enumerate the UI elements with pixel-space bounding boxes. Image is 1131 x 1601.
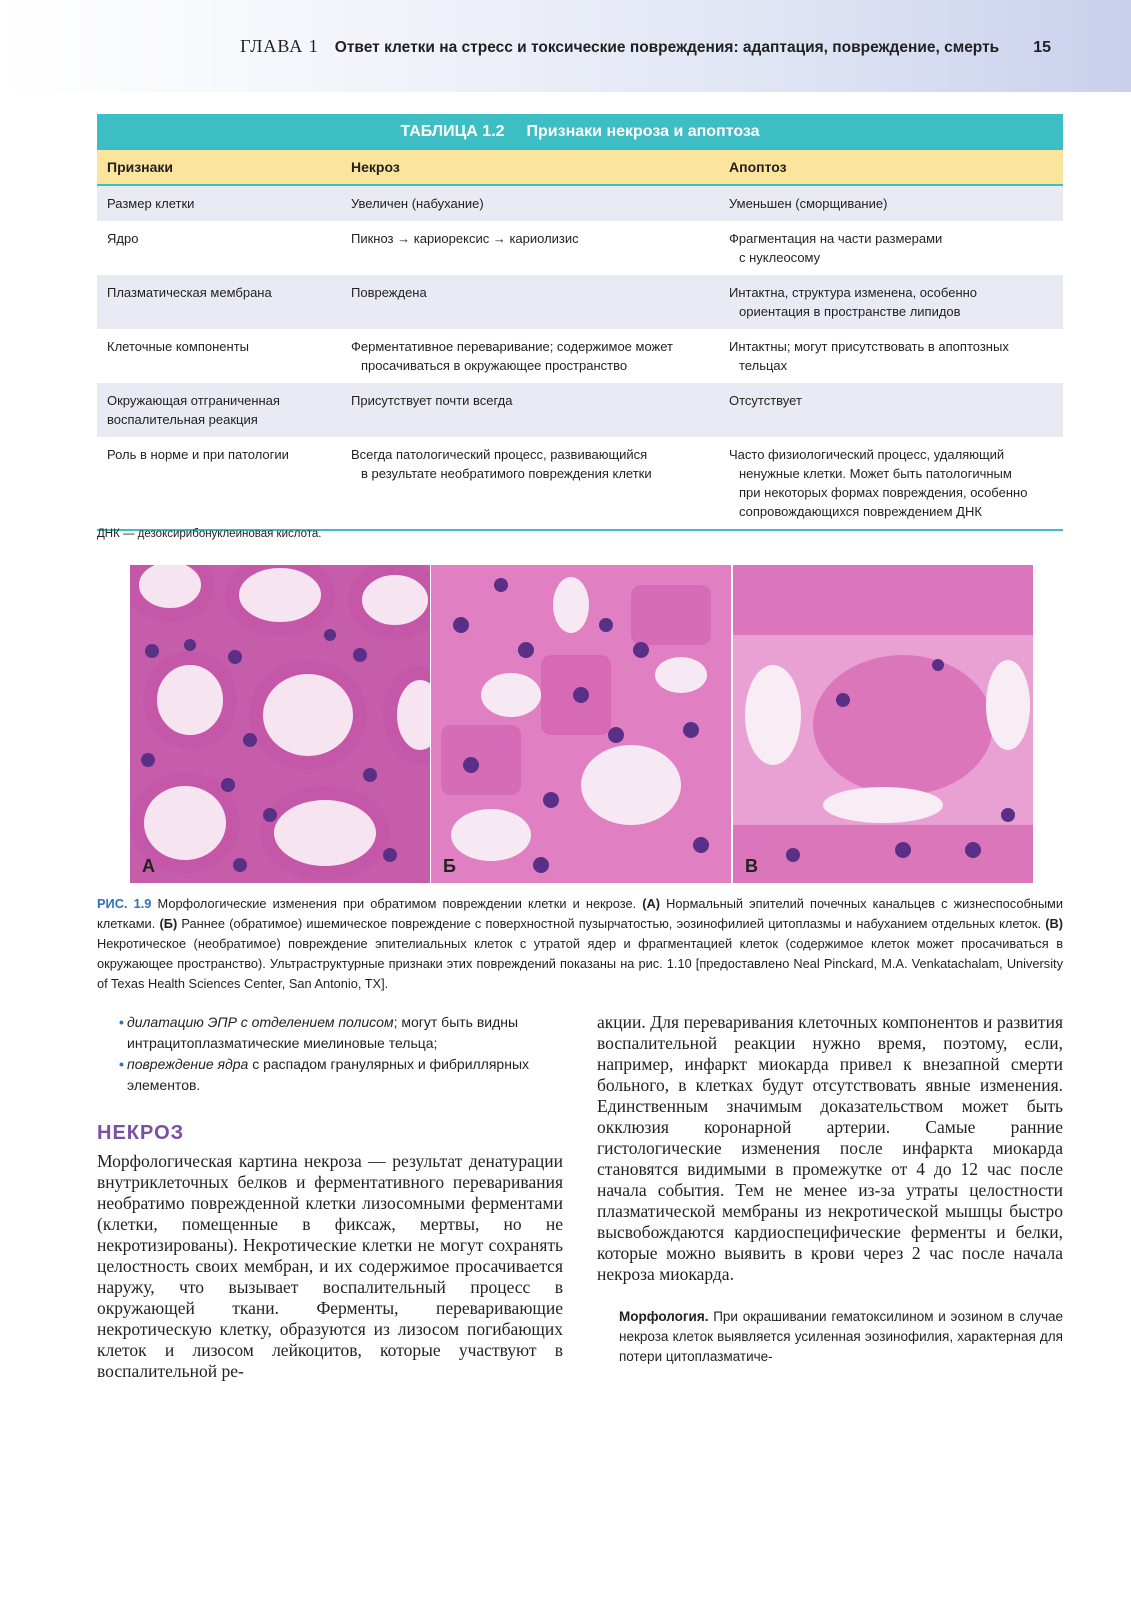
cell-apoptosis-line: Фрагментация на части размерами [729,231,943,246]
cell-feature: Плазматическая мембрана [97,275,341,329]
cell-apoptosis-line: ориентация в пространстве липидов [739,304,961,319]
table-row [97,437,1063,529]
morphology-text: При окрашивании гематоксилином и эозином в случае некроза клеток выявляется усиленная эозинофилия, характерная для потери цитоплазматиче- [619,1309,1063,1364]
panel-label-c: В [745,856,758,876]
figure-caption [97,894,1063,994]
header-apoptosis: Апоптоз [719,150,1063,185]
cell-necrosis-line: Пикноз → кариорексис → кариолизис [351,231,579,246]
cell-necrosis [341,329,719,383]
cell-apoptosis-line: тельцах [739,358,788,373]
micrograph-b [431,565,731,883]
morphology-heading: Морфология. [619,1309,709,1324]
cell-necrosis-line: Присутствует почти всегда [351,393,513,408]
cell-apoptosis-line: Интактна, структура изменена, особенно [729,285,978,300]
cell-necrosis-line: Всегда патологический процесс, развивающийся [351,447,648,462]
cell-necrosis [341,275,719,329]
caption-text: Морфологические изменения при обратимом повреждении клетки и некрозе. [151,896,643,911]
left-column [97,1012,563,1382]
bullet-item [97,1012,563,1054]
caption-b-label: (Б) [159,916,178,931]
panel-label-a: А [142,856,155,876]
cell-apoptosis [719,275,1063,329]
bullet-dot: • [119,1056,124,1072]
table-footnote: ДНК — дезоксирибонуклеиновая кислота. [97,528,322,540]
table-label: ТАБЛИЦА 1.2 [400,123,505,140]
cell-apoptosis [719,383,1063,437]
caption-c-label: (В) [1045,916,1063,931]
cell-feature: Ядро [97,221,341,275]
cell-apoptosis-line: Часто физиологический процесс, удаляющий [729,447,1005,462]
cell-apoptosis-line: Интактны; могут присутствовать в апоптозных [729,339,1009,354]
cell-apoptosis [719,437,1063,529]
bullet-italic: дилатацию ЭПР с отделением полисом [127,1014,394,1030]
micrograph-c-image [733,565,1033,883]
cell-feature: Окружающая отграниченная воспалительная реакция [97,383,341,437]
cell-necrosis-line: просачиваться в окружающее пространство [361,358,628,373]
morphology-paragraph [619,1307,1063,1367]
comparison-table [97,150,1063,529]
cell-necrosis [341,185,719,221]
caption-b: Раннее (обратимое) ишемическое повреждение с поверхностной пузырчатостью, эозинофилией цитоплазмы и набуханием отдельных клеток. [177,916,1046,931]
micrograph-c [733,565,1033,883]
caption-a-label: (А) [642,896,661,911]
cell-necrosis-line: Повреждена [351,285,427,300]
cell-feature: Размер клетки [97,185,341,221]
cell-apoptosis-line: ненужные клетки. Может быть патологичным [739,466,1012,481]
cell-necrosis-line: Увеличен (набухание) [351,196,484,211]
cell-necrosis [341,437,719,529]
table-row [97,221,1063,275]
panel-label-b: Б [443,856,456,876]
table-title: Признаки некроза и апоптоза [526,123,760,140]
caption-a: Нормальный эпителий почечных канальцев с жизнеспособными клетками. [97,896,1063,931]
section-title: НЕКРОЗ [97,1122,185,1144]
cell-apoptosis-line: Уменьшен (сморщивание) [729,196,888,211]
table-row [97,275,1063,329]
cell-apoptosis-line: Отсутствует [729,393,802,408]
cell-necrosis-line: Ферментативное переваривание; содержимое может [351,339,673,354]
micrograph-a-image [130,565,430,883]
bullet-text: ; могут быть видны интрацитоплазматические миелиновые тельца; [127,1014,519,1051]
cell-necrosis-line: в результате необратимого повреждения клетки [361,466,652,481]
bullet-italic: повреждение ядра [127,1056,249,1072]
caption-label: РИС. 1.9 [97,896,152,911]
caption-c: Некротическое (необратимое) повреждение эпителиальных клеток с утратой ядер и фрагментацией клеток (содержимое клеток может просачиваться в окружающее пространство). Ультраструктурные признаки этих повреждений показаны на рис. 1.10 [предоставлено Neal Pinckard, M.A. Venkatachalam, University of Texas Health Sciences Center, San Antonio, TX]. [97,936,1063,991]
cell-apoptosis [719,221,1063,275]
cell-necrosis [341,221,719,275]
bullet-text: с распадом гранулярных и фибриллярных элементов. [127,1056,530,1093]
cell-apoptosis [719,185,1063,221]
page-number: 15 [1033,39,1051,56]
table-row [97,329,1063,383]
bullet-item [97,1054,563,1096]
cell-feature: Роль в норме и при патологии [97,437,341,529]
table-row [97,383,1063,437]
right-body-text: акции. Для переваривания клеточных компонентов и развития воспалительной реакции нужно время, поэтому, если, например, инфаркт миокарда привел к внезапной смерти больного, в клетках будут отсутствовать явные изменения. Единственным значимым доказательством может быть окклюзия коронарной артерии. Самые ранние гистологические изменения после инфаркта миокарда становятся видимыми в промежутке от 4 до 12 час после начала события. Тем не менее из-за утраты целостности плазматической мембраны из некротической мышцы быстро высвобождаются кардиоспецифические ферменты и белки, которые можно выявить в крови через 2 час после начала некроза миокарда. [597,1012,1063,1284]
cell-necrosis [341,383,719,437]
chapter-label: ГЛАВА 1 [240,36,319,56]
cell-apoptosis-line: сопровождающихся повреждением ДНК [739,504,982,519]
bullet-list [97,1012,563,1096]
chapter-title: Ответ клетки на стресс и токсические повреждения: адаптация, повреждение, смерть [334,39,1000,56]
header-necrosis: Некроз [341,150,719,185]
cell-apoptosis-line: при некоторых формах повреждения, особенно [739,485,1028,500]
table-title-bar [97,114,1063,150]
cell-apoptosis-line: с нуклеосому [739,250,821,265]
right-column [597,1012,1063,1367]
running-header [240,36,1051,57]
table-row [97,185,1063,221]
micrograph-b-image [431,565,731,883]
micrograph-a [130,565,430,883]
bullet-dot: • [119,1014,124,1030]
left-body-text: Морфологическая картина некроза — результат денатурации внутриклеточных белков и ферментативного переваривания необратимо поврежденной клетки лизосомными ферментами (клетки, помещенные в фиксаж, мертвы, но не некротизированы). Некротические клетки не могут сохранять целостность своих мембран, и их содержимое просачивается наружу, что вызывает воспалительный процесс в окружающей ткани. Ферменты, переваривающие некротическую клетку, образуются из лизосом погибающих клеток и лизосом лейкоцитов, которые участвуют в воспалительной ре- [97,1151,563,1381]
table-1-2 [97,114,1063,531]
cell-apoptosis [719,329,1063,383]
header-features: Признаки [97,150,341,185]
cell-feature: Клеточные компоненты [97,329,341,383]
